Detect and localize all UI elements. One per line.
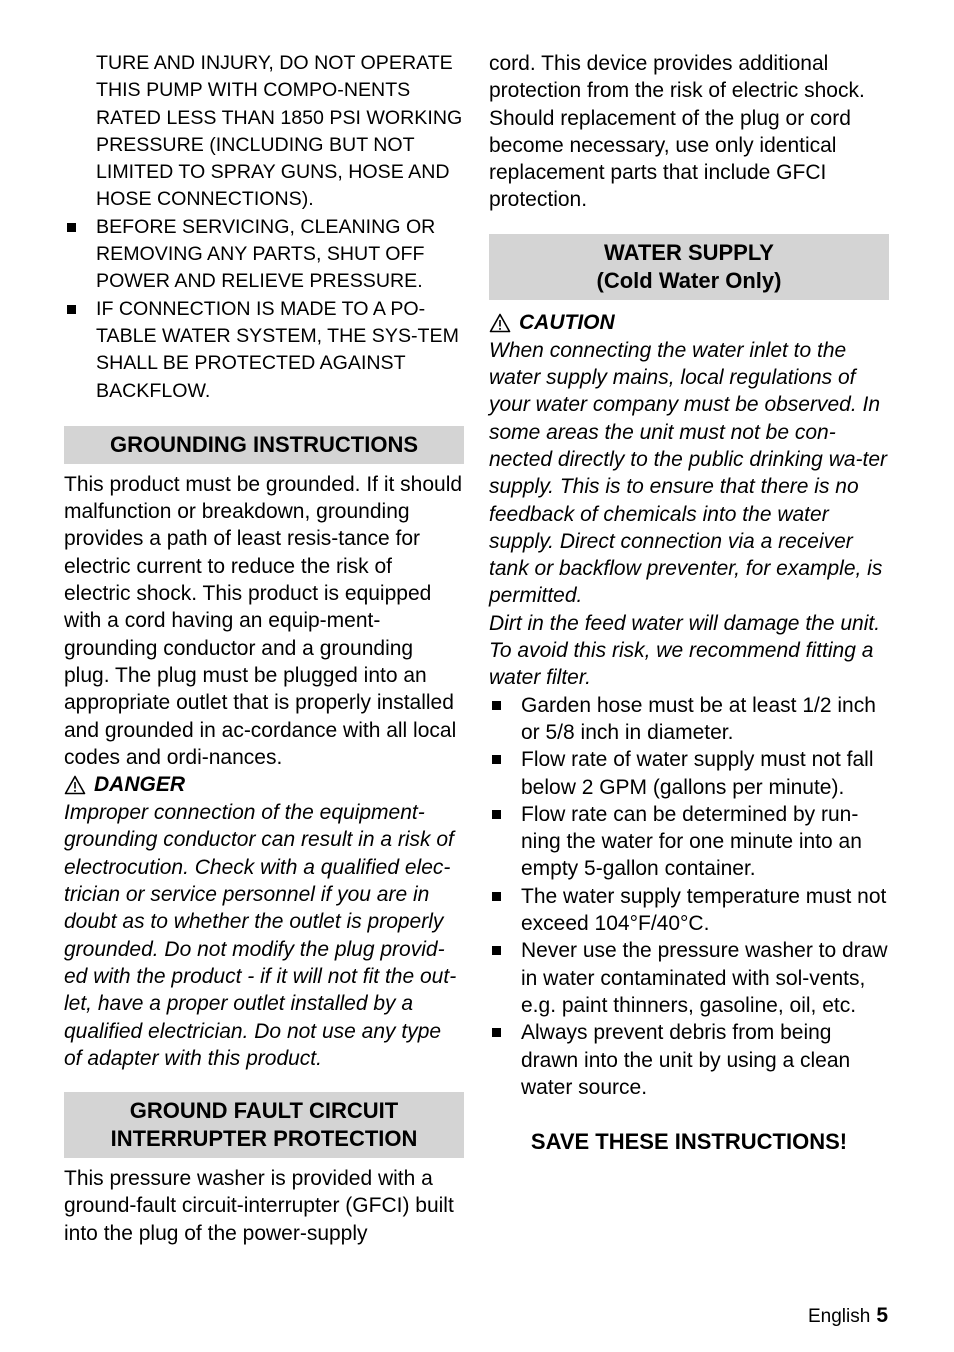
list-item <box>489 746 889 801</box>
danger-text: Improper connection of the equipment-grounding conductor can result in a risk of electrocution. Check with a qualified elec-trician or service personnel if you are in doubt as to whether the outlet is properly grounded. Do not modify the plug provid-ed with the product - if it will not fit the out-let, have a proper outlet installed by a qualified electrician. Do not use any type of adapter with this product. <box>64 801 457 1070</box>
list-item-text: IF CONNECTION IS MADE TO A PO-TABLE WATER SYSTEM, THE SYS-TEM SHALL BE PROTECTED AGAINST BACKFLOW. <box>96 297 459 402</box>
bullet-square-icon <box>492 755 501 764</box>
list-item <box>64 296 464 405</box>
list-item <box>489 1019 889 1101</box>
bullet-square-icon <box>492 701 501 710</box>
list-item-text: Always prevent debris from being drawn into the unit by using a clean water source. <box>521 1021 851 1099</box>
bullet-square-icon <box>67 305 76 314</box>
water-supply-heading-line2: (Cold Water Only) <box>596 267 782 293</box>
left-column <box>64 50 464 1247</box>
footer-language: English <box>807 1306 871 1327</box>
grounding-body: This product must be grounded. If it should malfunction or breakdown, grounding provides a path of least resis-tance for electric current to reduce the risk of electric shock. This product is equipped with a cord having an equip-ment-grounding conductor and a grounding plug. The plug must be plugged into an appropriate outlet that is properly installed and grounded in ac-cordance with all local codes and ordi-nances. <box>64 472 463 769</box>
bullet-square-icon <box>492 810 501 819</box>
warning-triangle-icon <box>489 313 511 333</box>
gfci-heading-line2: INTERRUPTER PROTECTION <box>110 1126 418 1152</box>
danger-heading <box>64 771 464 799</box>
list-item <box>489 692 889 747</box>
list-item-text: Flow rate of water supply must not fall below 2 GPM (gallons per minute). <box>521 748 874 799</box>
grounding-heading: GROUNDING INSTRUCTIONS <box>64 426 464 464</box>
water-supply-heading <box>489 234 889 300</box>
list-item <box>489 883 889 938</box>
bullet-square-icon <box>492 892 501 901</box>
caution-heading <box>489 309 889 337</box>
water-supply-list <box>489 692 889 1101</box>
gfci-body: This pressure washer is provided with a ground-fault circuit-interrupter (GFCI) built into the plug of the power-supply <box>64 1167 454 1245</box>
bullet-square-icon <box>67 223 76 232</box>
continued-warning-text: TURE AND INJURY, DO NOT OPERATE THIS PUMP WITH COMPO-NENTS RATED LESS THAN 1850 PSI WORKING PRESSURE (INCLUDING BUT NOT LIMITED TO SPRAY GUNS, HOSE AND HOSE CONNECTIONS). <box>96 52 463 211</box>
right-column <box>489 50 889 1156</box>
list-item-text: Garden hose must be at least 1/2 inch or 5/8 inch in diameter. <box>521 693 876 744</box>
list-item <box>489 937 889 1019</box>
caution-label: CAUTION <box>519 310 615 334</box>
list-item <box>64 214 464 296</box>
list-item-text: Never use the pressure washer to draw in water contaminated with sol-vents, e.g. paint thinners, gasoline, oil, etc. <box>521 939 888 1017</box>
list-item-text: The water supply temperature must not exceed 104°F/40°C. <box>521 884 887 936</box>
list-item-text: BEFORE SERVICING, CLEANING OR REMOVING ANY PARTS, SHUT OFF POWER AND RELIEVE PRESSURE. <box>96 215 436 293</box>
caution-text: When connecting the water inlet to the water supply mains, local regulations of your water company must be observed. In some areas the unit must not be con-nected directly to the public drinking wa-ter supply. This is to ensure that there is no feedback of chemicals into the water supply. Direct connection via a receiver tank or backflow preventer, for example, is permitted. <box>489 338 888 608</box>
danger-label: DANGER <box>94 773 186 797</box>
gfci-heading <box>64 1092 464 1158</box>
warning-triangle-icon <box>64 775 86 795</box>
save-instructions-heading: SAVE THESE INSTRUCTIONS! <box>530 1129 848 1155</box>
bullet-square-icon <box>492 1028 501 1037</box>
list-item-text: Flow rate can be determined by run-ning the water for one minute into an empty 5-gallon container. <box>521 802 862 881</box>
page-footer <box>808 1303 888 1330</box>
gfci-continued-text: cord. This device provides additional protection from the risk of electric shock. Should replacement of the plug or cord become necessary, use only identical replacement parts that include GFCI protection. <box>489 52 865 212</box>
list-item <box>489 801 889 883</box>
page-number: 5 <box>876 1304 888 1327</box>
gfci-heading-line1: GROUND FAULT CIRCUIT <box>129 1098 399 1124</box>
caution-text-filter: Dirt in the feed water will damage the unit. To avoid this risk, we recommend fitting a water filter. <box>489 611 881 690</box>
bullet-square-icon <box>492 946 501 955</box>
water-supply-heading-line1: WATER SUPPLY <box>604 239 774 265</box>
